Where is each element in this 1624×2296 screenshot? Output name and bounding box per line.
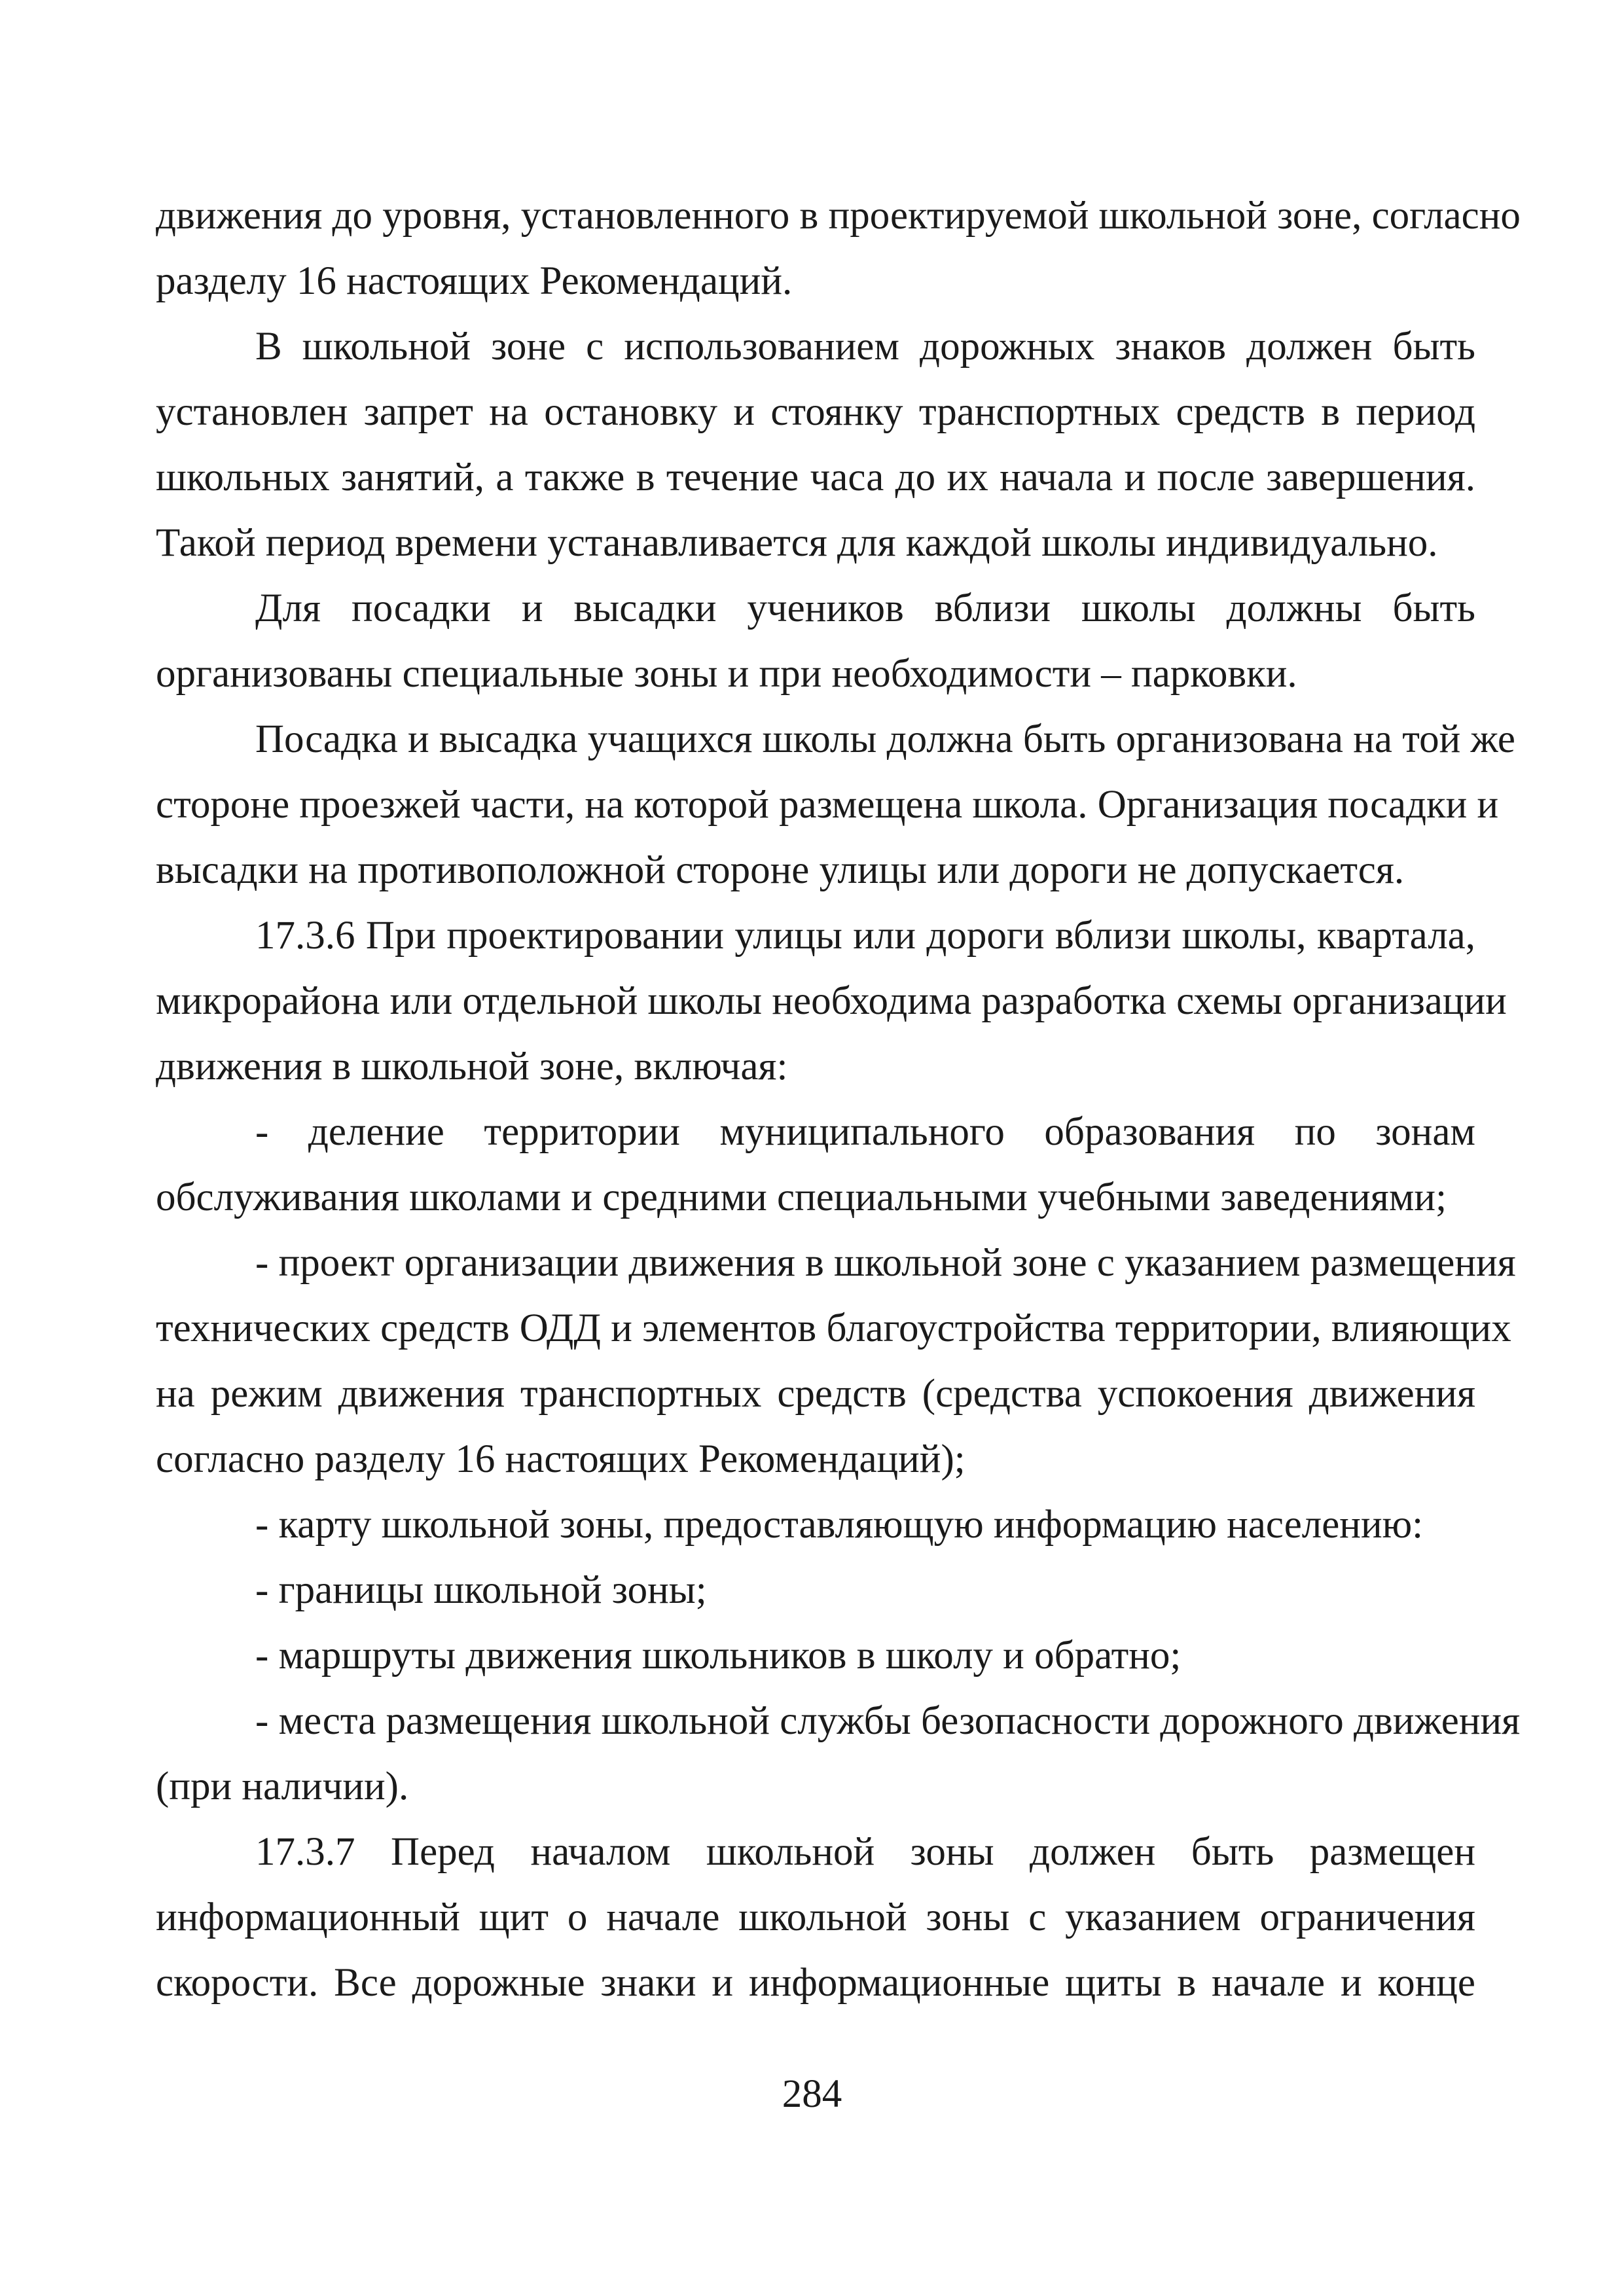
text-line-21: - карту школьной зоны, предоставляющую информацию населению: [255,1503,1424,1547]
page-body [156,183,1521,2016]
text-line-25: (при наличии). [156,1765,409,1808]
text-line-10: стороне проезжей части, на которой размещена школа. Организация посадки и [156,783,1499,827]
text-line-6: Такой период времени устанавливается для каждой школы индивидуально. [156,521,1438,565]
text-line-7: Для посадки и высадки учеников вблизи школы должны быть [255,586,1475,630]
text-line-16: обслуживания школами и средними специальными учебными заведениями; [156,1175,1447,1219]
text-line-9: Посадка и высадка учащихся школы должна быть организована на той же [255,717,1515,761]
text-line-19: на режим движения транспортных средств (средства успокоения движения [156,1372,1475,1416]
text-line-23: - маршруты движения школьников в школу и обратно; [255,1634,1182,1677]
text-line-18: технических средств ОДД и элементов благоустройства территории, влияющих [156,1306,1511,1350]
text-line-2: разделу 16 настоящих Рекомендаций. [156,259,793,303]
page-number: 284 [782,2072,842,2116]
text-line-3: В школьной зоне с использованием дорожных знаков должен быть [255,325,1475,368]
text-line-11: высадки на противоположной стороне улицы или дороги не допускается. [156,848,1405,892]
text-line-1: движения до уровня, установленного в проектируемой школьной зоне, согласно [156,194,1521,238]
text-line-20: согласно разделу 16 настоящих Рекомендаций); [156,1437,965,1481]
text-line-8: организованы специальные зоны и при необходимости – парковки. [156,652,1297,696]
text-line-5: школьных занятий, а также в течение часа до их начала и после завершения. [156,456,1475,499]
text-line-26: 17.3.7 Перед началом школьной зоны должен быть размещен [255,1830,1475,1874]
text-line-27: информационный щит о начале школьной зоны с указанием ограничения [156,1895,1475,1939]
text-line-22: - границы школьной зоны; [255,1568,707,1612]
text-line-12: 17.3.6 При проектировании улицы или дороги вблизи школы, квартала, [255,914,1475,958]
text-line-24: - места размещения школьной службы безопасности дорожного движения [255,1699,1521,1743]
text-line-15: - деление территории муниципального образования по зонам [255,1110,1475,1154]
text-line-13: микрорайона или отдельной школы необходима разработка схемы организации [156,979,1507,1023]
text-line-4: установлен запрет на остановку и стоянку транспортных средств в период [156,390,1475,434]
text-line-14: движения в школьной зоне, включая: [156,1045,788,1088]
text-line-28: скорости. Все дорожные знаки и информационные щиты в начале и конце [156,1961,1475,2005]
text-line-17: - проект организации движения в школьной зоне с указанием размещения [255,1241,1516,1285]
